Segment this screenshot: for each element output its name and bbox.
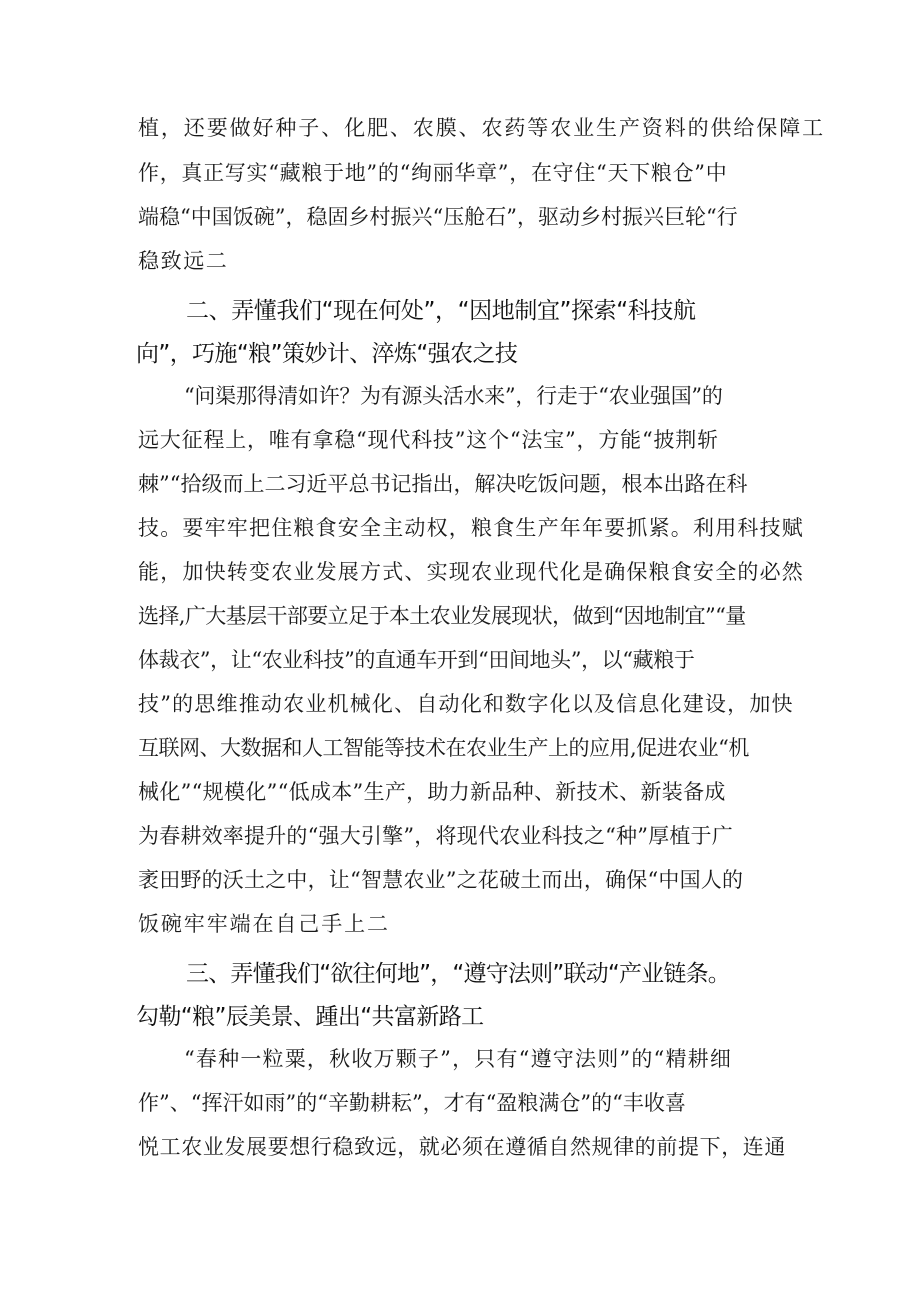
- paragraph-2-line-11: 为春耕效率提升的“强大引擎”，将现代农业科技之“种”厚植于广: [138, 824, 733, 848]
- paragraph-3-line-1: “春种一粒粟，秋收万颗子”，只有“遵守法则”的“精耕细: [184, 1047, 733, 1071]
- paragraph-2-line-1: “问渠那得清如许？为有源头活水来”，行走于“农业强国”的: [184, 384, 723, 408]
- paragraph-2-line-9: 互联网、大数据和人工智能等技术在农业生产上的应用,促进农业“机: [138, 736, 749, 760]
- paragraph-3-line-3: 悦工农业发展要想行稳致远，就必须在遵循自然规律的前提下，连通: [138, 1135, 786, 1159]
- paragraph-1-line-2: 作，真正写实“藏粮于地”的“绚丽华章”，在守住“天下粮仓”中: [138, 161, 728, 185]
- paragraph-2-line-4: 技。要牢牢把住粮食安全主动权，粮食生产年年要抓紧。利用科技赋: [138, 516, 804, 540]
- paragraph-2-line-3: 棘”“拾级而上二习近平总书记指出，解决吃饭问题，根本出路在科: [138, 472, 748, 496]
- section-heading-3-line-2: 勾勒“粮”辰美景、踵出“共富新路工: [136, 1004, 484, 1030]
- paragraph-2-line-10: 械化”“规模化”“低成本”生产，助力新品种、新技术、新装备成: [138, 780, 726, 804]
- section-heading-2-line-1: 二、弄懂我们“现在何处”，“因地制宜”探索“科技航: [186, 298, 696, 324]
- section-heading-3-line-1: 三、弄懂我们“欲往何地”，“遵守法则”联动“产业链条。: [186, 961, 730, 987]
- section-heading-2-line-2: 向”，巧施“粮”策妙计、淬炼“强农之技: [136, 341, 518, 367]
- paragraph-2-line-2: 远大征程上，唯有拿稳“现代科技”这个“法宝”，方能“披荆斩: [138, 428, 719, 452]
- paragraph-1-line-3: 端稳“中国饭碗”，稳固乡村振兴“压舱石”，驱动乡村振兴巨轮“行: [138, 205, 738, 229]
- paragraph-1-line-4: 稳致远二: [138, 249, 229, 273]
- paragraph-2-line-7: 体裁衣”，让“农业科技”的直通车开到“田间地头”，以“藏粮于: [138, 648, 695, 672]
- paragraph-2-line-13: 饭碗牢牢端在自己手上二: [138, 912, 390, 936]
- paragraph-2-line-6: 选择,广大基层干部要立足于本土农业发展现状，做到“因地制宜”“量: [138, 604, 746, 628]
- paragraph-1-line-1: 植，还要做好种子、化肥、农膜、农药等农业生产资料的供给保障工: [138, 116, 825, 140]
- paragraph-2-line-5: 能，加快转变农业发展方式、实现农业现代化是确保粮食安全的必然: [138, 560, 804, 584]
- paragraph-3-line-2: 作”、“挥汗如雨”的“辛勤耕耘”，才有“盈粮满仓”的“丰收喜: [138, 1091, 686, 1115]
- paragraph-2-line-8: 技”的思维推动农业机械化、自动化和数字化以及信息化建设，加快: [138, 692, 794, 716]
- paragraph-2-line-12: 袤田野的沃土之中，让“智慧农业”之花破土而出，确保“中国人的: [138, 868, 744, 892]
